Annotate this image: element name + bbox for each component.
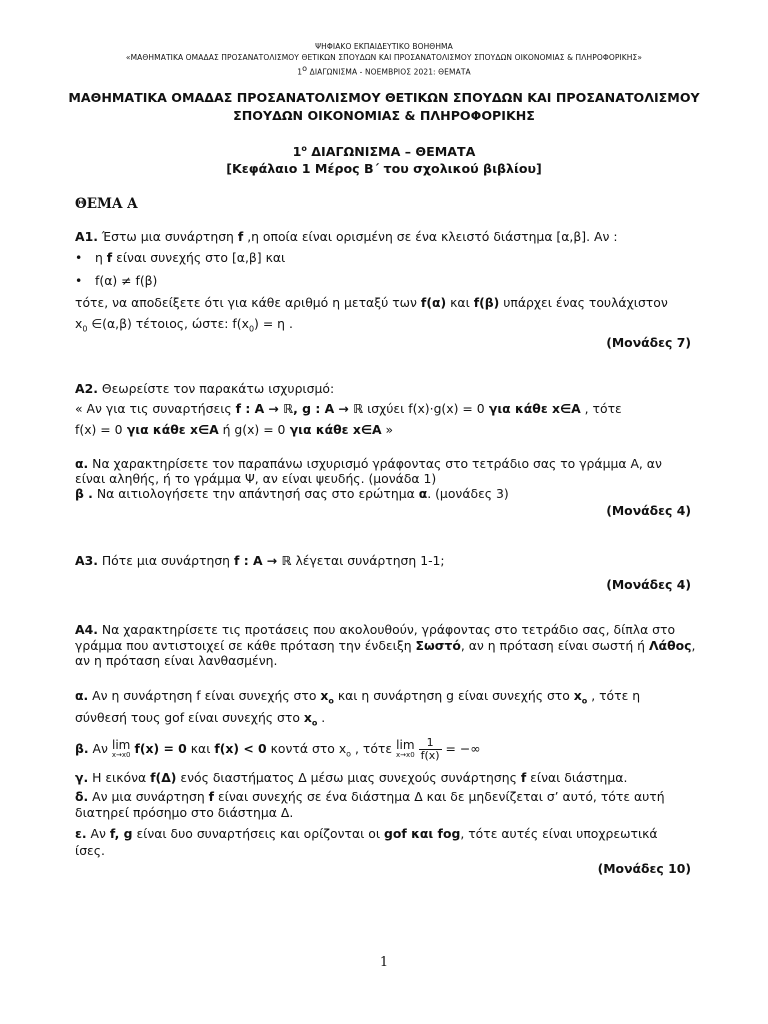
a2-alpha-cont: είναι αληθής, ή το γράμμα Ψ, αν είναι ψευδής. (μονάδα 1)	[75, 471, 437, 486]
a4-item-a-line-1: α. Αν η συνάρτηση f είναι συνεχής στο $x_o$ και η συνάρτηση g είναι συνεχής στο $x_o$ , τότε η	[75, 688, 641, 706]
doc-title-line-2: ΣΠΟΥΔΩΝ ΟΙΚΟΝΟΜΙΑΣ & ΠΛΗΡΟΦΟΡΙΚΗΣ	[233, 108, 535, 123]
a2-beta: β . Να αιτιολογήσετε την απάντησή σας στο ερώτημα α. (μονάδες 3)	[75, 486, 509, 501]
a1-bullet-1: • η f είναι συνεχής στο [α,β] και	[75, 250, 286, 265]
exam-subtitle: $1^o$ ΔΙΑΓΩΝΙΣΜΑ – ΘΕΜΑΤΑ	[292, 144, 476, 160]
a4-item-e-line-2: ίσες.	[75, 843, 105, 858]
header-line-1: ΨΗΦΙΑΚΟ ΕΚΠΑΙΔΕΥΤΙΚΟ ΒΟΗΘΗΜΑ	[315, 42, 453, 51]
a4-marks: (Μονάδες 10)	[597, 861, 691, 876]
a2-claim-line-1: « Αν για τις συναρτήσεις f : A → ℝ, g : A → ℝ ισχύει f(x)·g(x) = 0 για κάθε x∈A , τότε	[75, 401, 622, 416]
theme-a-heading: ΘΕΜΑ Α	[75, 196, 138, 212]
a2-claim-line-2: f(x) = 0 για κάθε x∈A ή g(x) = 0 για κάθε x∈A »	[75, 422, 394, 437]
a1-line-3: τότε, να αποδείξετε ότι για κάθε αριθμό η μεταξύ των f(α) και f(β) υπάρχει ένας τουλάχιστον	[75, 295, 668, 310]
a2-marks: (Μονάδες 4)	[606, 503, 691, 518]
a3-marks: (Μονάδες 4)	[606, 577, 691, 592]
page-number: 1	[379, 955, 389, 970]
a1-line-4: $x_0$ ∈(α,β) τέτοιος, ώστε: $f(x_0) = \eta$ .	[75, 316, 293, 334]
exam-chapter: [Κεφάλαιο 1 Μέρος Β΄ του σχολικού βιβλίου]	[226, 161, 542, 176]
limit-1: lim x→x0	[111, 737, 131, 759]
header-line-2: «ΜΑΘΗΜΑΤΙΚΑ ΟΜΑΔΑΣ ΠΡΟΣΑΝΑΤΟΛΙΣΜΟΥ ΘΕΤΙΚΩΝ ΣΠΟΥΔΩΝ ΚΑΙ ΠΡΟΣΑΝΑΤΟΛΙΣΜΟΥ ΣΠΟΥΔΩΝ ΟΙΚΟΝΟΜΙΑΣ & ΠΛΗΡΟΦΟΡΙΚΗΣ»	[125, 53, 643, 62]
fraction: $\frac{1}{f(x)}$	[420, 736, 440, 762]
header-line-3: $1^o$ ΔΙΑΓΩΝΙΣΜΑ - ΝΟΕΜΒΡΙΟΣ 2021: ΘΕΜΑΤΑ	[297, 64, 471, 77]
a4-item-a-line-2: σύνθεσή τους gof είναι συνεχής στο $x_o$ .	[75, 710, 326, 728]
a4-item-d-line-2: διατηρεί πρόσημο στο διάστημα Δ.	[75, 805, 294, 820]
a1-bullet-2: • f(α) ≠ f(β)	[75, 273, 158, 288]
doc-title-line-1: ΜΑΘΗΜΑΤΙΚΑ ΟΜΑΔΑΣ ΠΡΟΣΑΝΑΤΟΛΙΣΜΟΥ ΘΕΤΙΚΩΝ ΣΠΟΥΔΩΝ ΚΑΙ ΠΡΟΣΑΝΑΤΟΛΙΣΜΟΥ	[68, 90, 700, 105]
a4-intro-3: αν η πρόταση είναι λανθασμένη.	[75, 653, 278, 668]
a1-line-1: Α1. Έστω μια συνάρτηση f ,η οποία είναι ορισμένη σε ένα κλειστό διάστημα [α,β]. Αν :	[75, 229, 618, 244]
a2-intro: Α2. Θεωρείστε τον παρακάτω ισχυρισμό:	[75, 381, 335, 396]
a4-item-b: β. Αν lim x→x0 f(x) = 0 και f(x) < 0 κοντά στο $x_o$ , τότε lim x→x0 $\frac{1}{f(x)}$ = −∞	[75, 736, 481, 762]
a4-intro-2: γράμμα που αντιστοιχεί σε κάθε πρόταση την ένδειξη Σωστό, αν η πρόταση είναι σωστή ή Λάθος,	[75, 638, 696, 653]
a4-intro-1: Α4. Να χαρακτηρίσετε τις προτάσεις που ακολουθούν, γράφοντας στο τετράδιο σας, δίπλα στο	[75, 622, 676, 637]
a4-item-e-line-1: ε. Αν f, g είναι δυο συναρτήσεις και ορίζονται οι gof και fog, τότε αυτές είναι υποχρεωτικά	[75, 826, 658, 841]
a1-marks: (Μονάδες 7)	[606, 335, 691, 350]
a3-question: Α3. Πότε μια συνάρτηση f : A → ℝ λέγεται συνάρτηση 1-1;	[75, 553, 445, 568]
a2-alpha: α. Να χαρακτηρίσετε τον παραπάνω ισχυρισμό γράφοντας στο τετράδιο σας το γράμμα Α, αν	[75, 456, 662, 471]
limit-2: lim x→x0	[396, 737, 415, 759]
a4-item-c: γ. Η εικόνα f(Δ) ενός διαστήματος Δ μέσω μιας συνεχούς συνάρτησης f είναι διάστημα.	[75, 770, 628, 785]
a4-item-d-line-1: δ. Αν μια συνάρτηση f είναι συνεχής σε ένα διάστημα Δ και δε μηδενίζεται σ’ αυτό, τότε αυτή	[75, 789, 665, 804]
